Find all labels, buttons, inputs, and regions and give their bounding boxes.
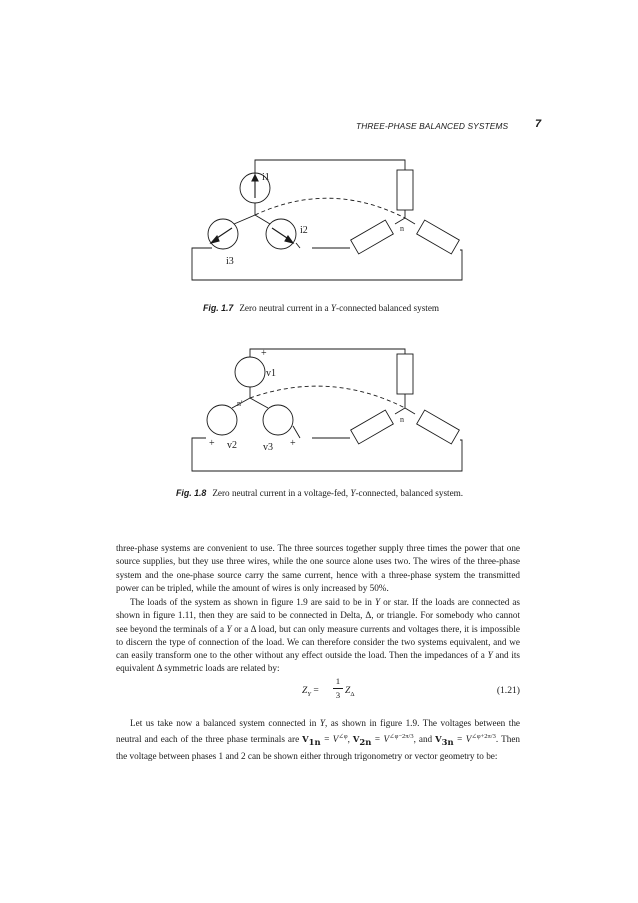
paragraph-2-part-a: The loads of the system as shown in figure 1.9 are said to be in xyxy=(130,597,375,607)
equation-1-21 xyxy=(116,676,520,706)
plus-source-1: + xyxy=(261,348,267,359)
running-header: THREE-PHASE BALANCED SYSTEMS xyxy=(356,121,509,131)
label-v3: v3 xyxy=(263,442,273,453)
label-v1: v1 xyxy=(266,368,276,379)
label-v2: v2 xyxy=(227,440,237,451)
figure-1-7-caption-y: Y xyxy=(330,303,337,313)
v3n-name: V xyxy=(435,734,442,745)
load-resistor-left xyxy=(351,220,394,254)
eq-lhs-symbol: Z xyxy=(302,685,308,696)
plus-source-2: + xyxy=(209,438,215,449)
v2n-expr: = V xyxy=(371,734,390,745)
paragraph-2-y1: Y xyxy=(374,597,381,607)
arrowhead-source-3 xyxy=(211,236,219,243)
plus-source-3: + xyxy=(290,438,296,449)
voltage-separator: , xyxy=(347,734,353,745)
label-n-prime: n' xyxy=(237,399,243,408)
source-2-wire xyxy=(296,243,300,248)
load-resistor-top xyxy=(397,170,413,210)
v3n-sub: 3n xyxy=(441,736,454,747)
eq-rhs-sub: Δ xyxy=(350,690,355,698)
eq-numerator: 1 xyxy=(335,676,341,686)
label-i1: i1 xyxy=(262,172,270,183)
load-right-lead-1-8 xyxy=(405,408,415,414)
figure-1-8-caption-rest: -connected, balanced system. xyxy=(355,488,464,498)
v2n-name: V xyxy=(352,734,360,745)
top-wire-1-8 xyxy=(250,349,405,357)
arrowhead-source-1 xyxy=(252,175,258,181)
label-i2: i2 xyxy=(300,225,308,236)
label-i3: i3 xyxy=(226,256,234,267)
voltage-source-3-wire xyxy=(293,426,300,438)
eq-fraction-bar xyxy=(333,688,343,689)
voltage-source-3 xyxy=(263,405,293,435)
figure-1-8-circuit xyxy=(0,340,638,480)
load-right-lead xyxy=(405,218,415,224)
paragraph-3-part-b: , as shown in figure 1.9. The voltages between the neutral and each of the three phase terminals are xyxy=(116,718,521,745)
paragraph-3-part-d: . Then the voltage between phases 1 and 2 can be shown either through trigonometry or vector geometry to be: xyxy=(116,734,521,761)
v1n-name: V xyxy=(302,734,309,745)
top-wire xyxy=(255,160,405,178)
equation-fraction xyxy=(333,676,343,701)
load-resistor-top-1-8 xyxy=(397,354,413,394)
source-2-lead xyxy=(255,215,270,224)
label-neutral-n-1-8: n xyxy=(400,415,404,424)
eq-lhs-sub: Y xyxy=(307,690,311,698)
equation-rhs xyxy=(345,685,355,698)
load-resistor-right xyxy=(417,220,460,254)
v3n-expr: = V xyxy=(453,734,472,745)
paragraph-3 xyxy=(116,716,520,763)
figure-1-7-caption xyxy=(203,303,439,313)
paragraph-2-y2: Y xyxy=(226,623,232,634)
v1n-angle: ∠φ xyxy=(338,733,348,740)
neutral-dashed-line-1-8 xyxy=(250,386,405,408)
load-resistor-left-1-8 xyxy=(351,410,394,444)
figure-1-7-caption-text: Zero neutral current in a xyxy=(239,303,331,313)
paragraph-1: three-phase systems are convenient to use. The three sources together supply three times the power that one source supplies, but they use three wires, while the one source alone uses two. The wires of the three-phase system and the one-phase source carry the same current, hence with a three-phase system the transmitted power can be tripled, while the amount of wires is only increased by 50%. xyxy=(116,543,520,593)
figure-1-8-caption-y: Y xyxy=(350,488,356,498)
load-left-lead-1-8 xyxy=(395,408,405,414)
eq-equals: = xyxy=(313,685,319,696)
page-number: 7 xyxy=(535,118,542,130)
eq-rhs-symbol: Z xyxy=(345,685,351,696)
neutral-dashed-line xyxy=(255,198,405,218)
paragraph-2-part-c: or a Δ load, but can only measure currents and voltages there, it is impossible to discern the type of connection of the load. We can therefore consider the two systems equivalent, and we can easily transform one to the other without any effect outside the load. Then the impedances of a xyxy=(116,623,521,661)
label-neutral-n: n xyxy=(400,224,404,233)
paragraph-2-y3: Y xyxy=(487,650,493,661)
paragraph-2 xyxy=(116,596,520,676)
figure-1-7-caption-rest: -connected balanced system xyxy=(336,303,440,313)
figure-1-8-caption-text: Zero neutral current in a voltage-fed, xyxy=(212,488,351,498)
v3n-angle: ∠φ+2π/3 xyxy=(471,733,496,740)
voltage-source-1 xyxy=(235,357,265,387)
paragraph-3-y: Y xyxy=(319,718,325,728)
v1n-sub: 1n xyxy=(308,736,321,747)
figure-1-8-label: Fig. 1.8 xyxy=(176,488,207,498)
figure-1-8-caption xyxy=(176,488,463,498)
voltage-source-3-lead xyxy=(250,398,268,408)
v1n-expr: = V xyxy=(320,734,339,745)
paragraph-2-part-d: and its equivalent Δ symmetric loads are related by: xyxy=(116,650,521,674)
paragraph-3-part-c: , and xyxy=(413,734,436,745)
paragraph-2-part-b: or star. If the loads are connected as shown in figure 1.11, then they are said to be connected in Delta, Δ, or triangle. For somebody who cannot see beyond the terminals of a xyxy=(116,597,520,634)
source-3-lead xyxy=(234,215,255,224)
voltage-source-2 xyxy=(207,405,237,435)
load-resistor-right-1-8 xyxy=(417,410,460,444)
figure-1-7-label: Fig. 1.7 xyxy=(203,303,234,313)
equation-number: (1.21) xyxy=(496,685,520,696)
v2n-sub: 2n xyxy=(359,736,372,747)
figure-1-7-circuit xyxy=(0,150,638,290)
v2n-angle: ∠φ−2π/3 xyxy=(389,733,414,740)
paragraph-3-part-a: Let us take now a balanced system connected in xyxy=(130,718,320,728)
equation-lhs xyxy=(302,685,319,698)
eq-denominator: 3 xyxy=(335,690,341,700)
